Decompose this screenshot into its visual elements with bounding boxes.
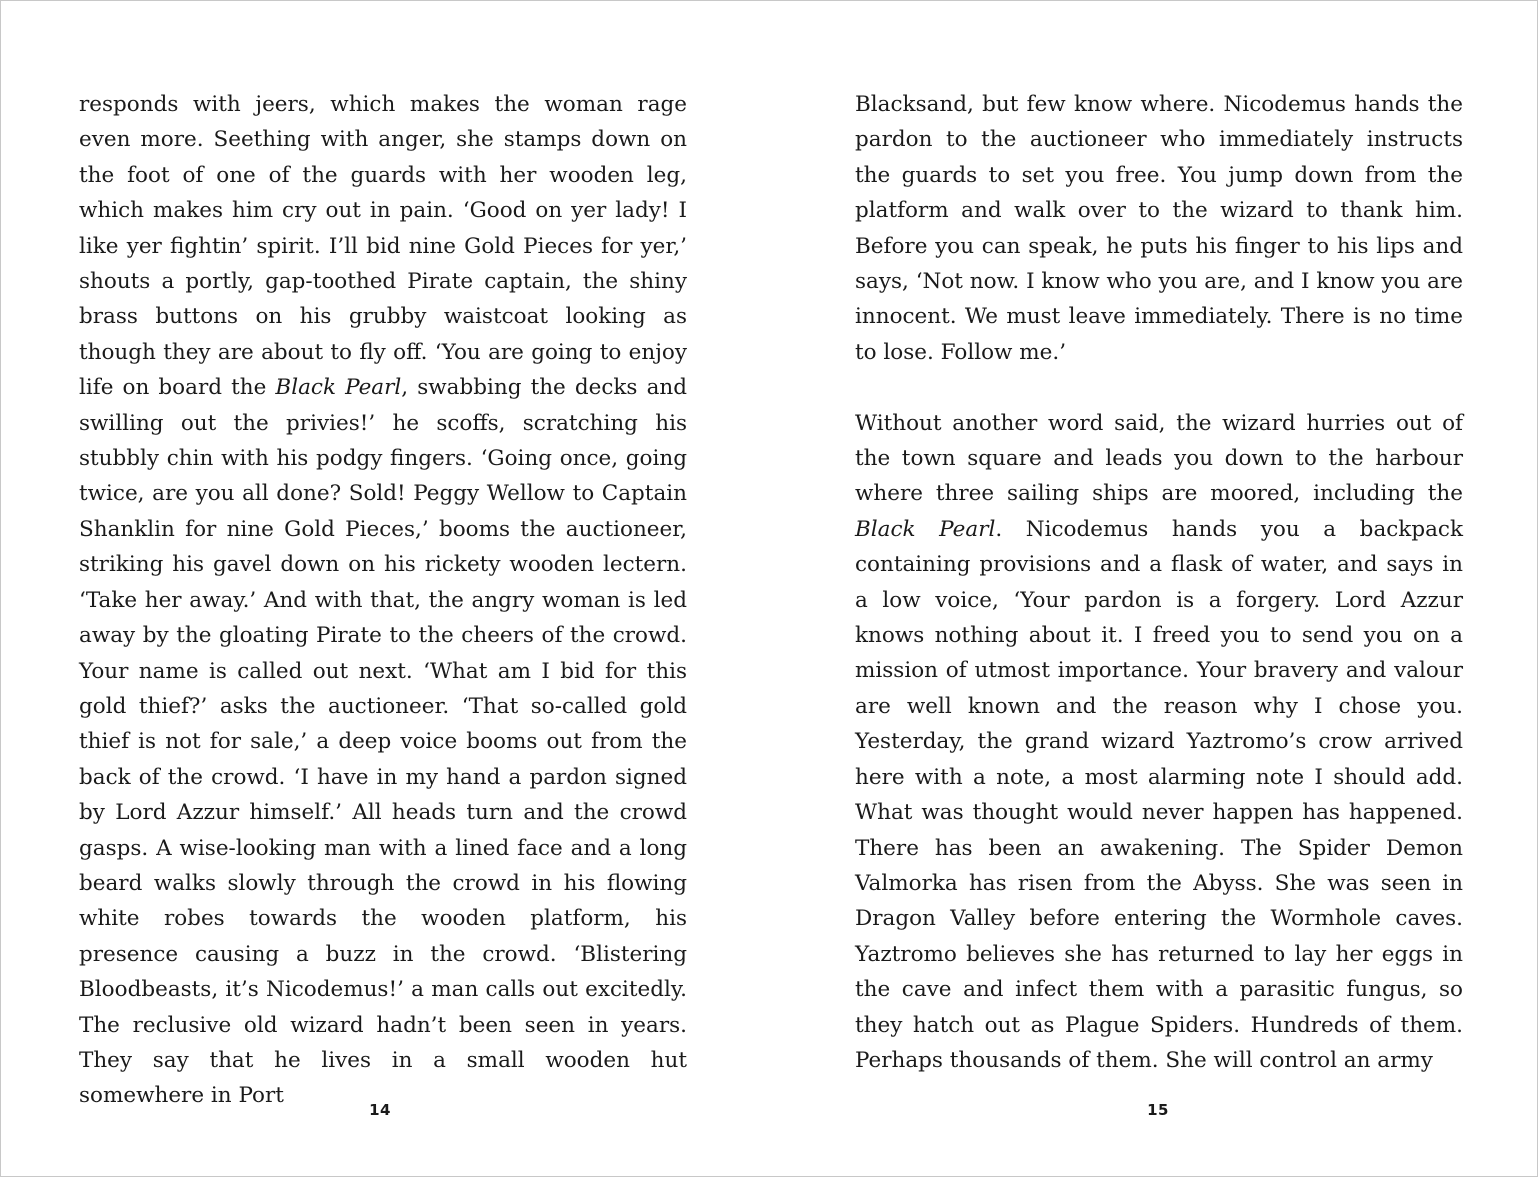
- right-page: [855, 87, 1463, 1078]
- right-page-paragraph-1: [855, 87, 1463, 370]
- page-number-left: 14: [369, 1101, 391, 1119]
- text-run: . Nicodemus hands you a backpack containing provisions and a flask of water, and says in a low voice, ‘Your pardon is a forgery. Lord Azzur knows nothing about it. I freed you to send you on a mission of utmost importance. Your bravery and valour are well known and the reason why I chose you. Yesterday, the grand wizard Yaztromo’s crow arrived here with a note, a most alarming note I should add. What was thought would never happen has happened. There has been an awakening. The Spider Demon Valmorka has risen from the Abyss. She was seen in Dragon Valley before entering the Wormhole caves. Yaztromo believes she has returned to lay her eggs in the cave and infect them with a parasitic fungus, so they hatch out as Plague Spiders. Hundreds of them. Perhaps thousands of them. She will control an army: [855, 516, 1463, 1073]
- text-run: Without another word said, the wizard hurries out of the town square and leads you down to the harbour where three sailing ships are moored, including the: [855, 410, 1463, 507]
- text-run: Blacksand, but few know where. Nicodemus hands the pardon to the auctioneer who immediately instructs the guards to set you free. You jump down from the platform and walk over to the wizard to thank him. Before you can speak, he puts his finger to his lips and says, ‘Not now. I know who you are, and I know you are innocent. We must leave immediately. There is no time to lose. Follow me.’: [855, 92, 1463, 365]
- text-run: responds with jeers, which makes the woman rage even more. Seething with anger, she stamps down on the foot of one of the guards with her wooden leg, which makes him cry out in pain. ‘Good on yer lady! I like yer fightin’ spirit. I’ll bid nine Gold Pieces for yer,’ shouts a portly, gap-toothed Pirate captain, the shiny brass buttons on his grubby waistcoat looking as though they are about to fly off. ‘You are going to enjoy life on board the: [79, 92, 687, 401]
- ship-name-italic: Black Pearl: [275, 375, 402, 401]
- left-page-paragraph: [79, 87, 687, 1114]
- right-page-paragraph-2: [855, 406, 1463, 1079]
- ship-name-italic: Black Pearl: [855, 516, 996, 542]
- left-page: [79, 87, 687, 1114]
- text-run: , swabbing the decks and swilling out the privies!’ he scoffs, scratching his stubbly chin with his podgy fingers. ‘Going once, going twice, are you all done? Sold! Peggy Wellow to Captain Shanklin for nine Gold Pieces,’ booms the auctioneer, striking his gavel down on his rickety wooden lectern. ‘Take her away.’ And with that, the angry woman is led away by the gloating Pirate to the cheers of the crowd. Your name is called out next. ‘What am I bid for this gold thief?’ asks the auctioneer. ‘That so-called gold thief is not for sale,’ a deep voice booms out from the back of the crowd. ‘I have in my hand a pardon signed by Lord Azzur himself.’ All heads turn and the crowd gasps. A wise-looking man with a lined face and a long beard walks slowly through the crowd in his flowing white robes towards the wooden platform, his presence causing a buzz in the crowd. ‘Blistering Bloodbeasts, it’s Nicodemus!’ a man calls out excitedly. The reclusive old wizard hadn’t been seen in years. They say that he lives in a small wooden hut somewhere in Port: [79, 375, 687, 1109]
- page-number-right: 15: [1147, 1101, 1169, 1119]
